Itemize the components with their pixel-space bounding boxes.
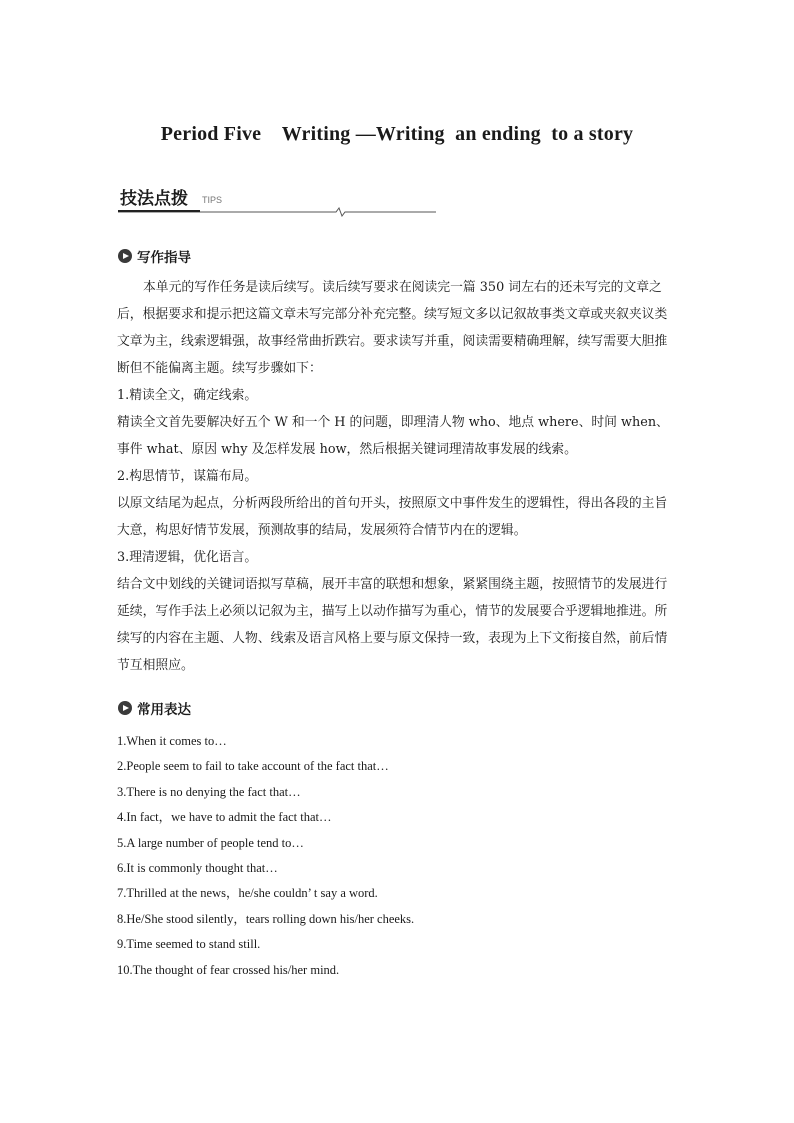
section-heading: 技法点拨 xyxy=(120,189,188,209)
play-arrow-icon xyxy=(118,701,132,715)
section-header xyxy=(118,183,436,217)
list-item: 10.The thought of fear crossed his/her mind. xyxy=(117,962,340,977)
page-title: Period Five Writing —Writing an ending to a story xyxy=(160,123,634,145)
list-item: 5.A large number of people tend to… xyxy=(117,835,304,850)
step-heading: 2.构思情节，谋篇布局。 xyxy=(117,469,258,484)
list-item: 9.Time seemed to stand still. xyxy=(117,937,261,952)
list-item: 6.It is commonly thought that… xyxy=(117,860,278,875)
writing-guide-heading-text: 写作指导 xyxy=(137,250,191,266)
list-item: 7.Thrilled at the news，he/she couldn’ t say a word. xyxy=(117,886,378,901)
expression-list xyxy=(117,729,414,983)
play-arrow-icon xyxy=(118,249,132,263)
expressions-heading-text: 常用表达 xyxy=(137,702,191,718)
step-paragraph: 精读全文首先要解决好五个 W 和一个 H 的问题，即理清人物 who、地点 where、时间 when、事件 what、原因 why 及怎样发展 how，然后根据关键词理清故事发展的线索。 xyxy=(117,415,669,457)
step-heading: 1.精读全文，确定线索。 xyxy=(117,388,258,403)
list-item: 1.When it comes to… xyxy=(117,734,227,748)
writing-guide-body xyxy=(117,274,678,679)
step-paragraph: 以原文结尾为起点，分析两段所给出的首句开头，按照原文中事件发生的逻辑性，得出各段的主旨大意，构思好情节发展，预测故事的结局，发展须符合情节内在的逻辑。 xyxy=(117,496,668,538)
section-tag: TIPS xyxy=(202,195,223,205)
step-heading: 3.理清逻辑，优化语言。 xyxy=(117,550,258,565)
step-paragraph: 结合文中划线的关键词语拟写草稿，展开丰富的联想和想象，紧紧围绕主题，按照情节的发展进行延续，写作手法上必须以记叙为主，描写上以动作描写为重心，情节的发展要合乎逻辑地推进。所续写的内容在主题、人物、线索及语言风格上要与原文保持一致，表现为上下文衔接自然，前后情节互相照应。 xyxy=(117,577,668,673)
expressions-heading xyxy=(118,698,191,718)
list-item: 4.In fact，we have to admit the fact that… xyxy=(117,810,332,825)
list-item: 2.People seem to fail to take account of the fact that… xyxy=(117,759,389,774)
list-item: 8.He/She stood silently，tears rolling down his/her cheeks. xyxy=(117,911,415,926)
section-underline xyxy=(118,207,436,217)
list-item: 3.There is no denying the fact that… xyxy=(117,784,301,799)
writing-guide-heading xyxy=(118,246,191,266)
intro-paragraph: 本单元的写作任务是读后续写。读后续写要求在阅读完一篇 350 词左右的还未写完的文章之后，根据要求和提示把这篇文章未写完部分补充完整。续写短文多以记叙故事类文章或夹叙夹议类文章为主，线索逻辑强，故事经常曲折跌宕。要求读写并重，阅读需要精确理解，续写需要大胆推断但不能偏离主题。续写步骤如下： xyxy=(117,280,668,376)
